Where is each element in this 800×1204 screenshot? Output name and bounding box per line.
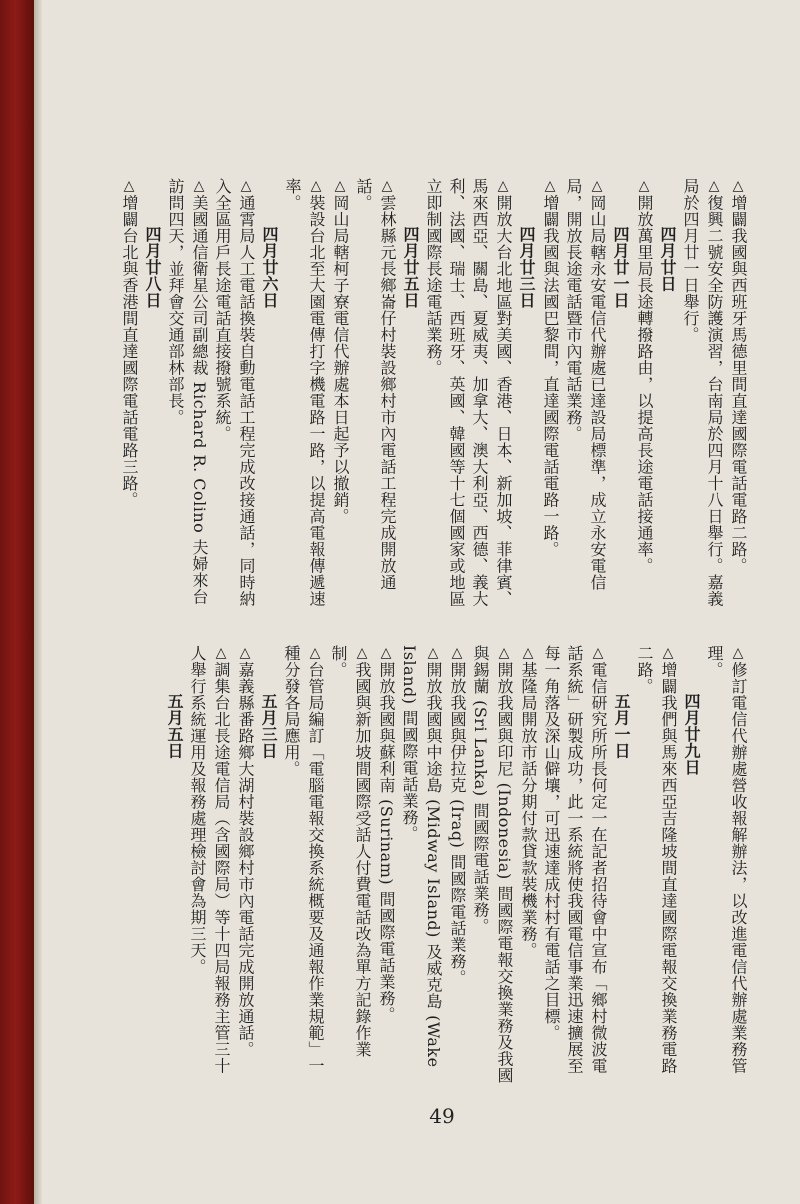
date-heading: 四月廿日	[658, 226, 677, 292]
date-heading: 五月三日	[259, 693, 278, 759]
chronicle-entry	[327, 645, 374, 1085]
chronicle-entry	[540, 645, 610, 1085]
triangle-marker-icon: △	[730, 645, 746, 662]
date-heading: 四月廿三日	[517, 226, 536, 309]
date-heading: 四月廿六日	[260, 226, 279, 309]
chronicle-entry	[726, 178, 750, 610]
date-heading: 四月廿一日	[611, 226, 630, 309]
entry-text: 美國通信衛星公司副總裁 Richard R. Colino 夫婦來台訪問四天，並拜會交通部林部長。	[166, 178, 209, 605]
triangle-marker-icon: △	[542, 178, 558, 195]
date-heading: 四月廿八日	[143, 226, 162, 309]
chronicle-entry	[398, 645, 445, 1085]
triangle-marker-icon: △	[449, 645, 465, 662]
chronicle-entry	[233, 645, 257, 1085]
chronicle-entry	[352, 178, 399, 610]
entry-text: 雲林縣元長鄉崙仔村裝設鄉村市內電話工程完成開放通話。	[354, 178, 397, 591]
chronicle-entry	[280, 645, 327, 1085]
entry-text: 開放萬里局長途轉撥路由，以提高長途電話接通率。	[635, 194, 654, 574]
entry-text: 調集台北長途電信局（含國際局）等十四局報務主管三十人舉行系統運用及報務處理檢討會為期三天。	[188, 645, 231, 1074]
triangle-marker-icon: △	[191, 178, 207, 195]
triangle-marker-icon: △	[636, 178, 652, 195]
book-page	[42, 0, 800, 1204]
triangle-marker-icon: △	[590, 645, 606, 662]
triangle-marker-icon: △	[308, 178, 324, 195]
triangle-marker-icon: △	[520, 645, 536, 662]
entry-text: 我國與新加坡間國際受話人付費電話改為單方記錄作業制。	[329, 645, 372, 1058]
entry-text: 修訂電信代辦處營收報解辦法，以改進電信代辦處業務管理。	[705, 645, 748, 1074]
entry-text: 增闢我們與馬來西亞吉隆坡間直達國際電報交換業務電路二路。	[635, 645, 678, 1074]
date-heading: 四月廿五日	[401, 226, 420, 309]
entry-text: 岡山局轄柯子寮電信代辦處本日起予以撤銷。	[331, 194, 350, 525]
entry-text: 裝設台北至大園電傳打字機電路一路，以提高電報傳遞速率。	[283, 178, 326, 607]
triangle-marker-icon: △	[589, 178, 605, 195]
entry-text: 增闢我國與法國巴黎間，直達國際電話電路一路。	[541, 194, 560, 558]
triangle-marker-icon: △	[706, 178, 722, 195]
chronicle-entry	[328, 178, 352, 610]
chronicle-entry	[211, 178, 258, 610]
chronicle-entry	[164, 178, 211, 610]
entry-text: 台管局編訂「電腦電報交換系統概要及通報作業規範」一種分發各局應用。	[282, 645, 325, 1074]
triangle-marker-icon: △	[354, 645, 370, 662]
chronicle-entry	[281, 178, 328, 610]
date-heading: 五月五日	[165, 693, 184, 759]
upper-text-column	[100, 178, 750, 610]
entry-text: 開放我國與伊拉克 (Iraq) 間國際電話業務。	[448, 661, 467, 986]
triangle-marker-icon: △	[495, 178, 511, 195]
chronicle-entry	[469, 645, 516, 1085]
entry-text: 岡山局轄永安電信代辦處已達設局標準，成立永安電信局，開放長途電話暨市內電話業務。	[564, 178, 607, 591]
page-number: 49	[429, 1104, 455, 1128]
triangle-marker-icon: △	[213, 645, 229, 662]
page-stack-edge	[34, 0, 42, 1204]
entry-text: 開放大台北地區對美國、香港、日本、新加坡、菲律賓、馬來西亞、關島、夏威夷、加拿大、澳大利亞、西德、義大利、法國、瑞士、西班牙、英國、韓國等十七個國家或地區立即制國際長途電話業務。	[424, 178, 513, 607]
entry-text: 開放我國與蘇利南 (Surinam) 間國際電話業務。	[377, 661, 396, 1023]
chronicle-entry	[516, 645, 540, 1085]
triangle-marker-icon: △	[121, 178, 137, 195]
triangle-marker-icon: △	[379, 178, 395, 195]
chronicle-entry	[632, 178, 656, 610]
triangle-marker-icon: △	[660, 645, 676, 662]
lower-text-column	[100, 645, 750, 1085]
chronicle-entry	[445, 645, 469, 1085]
triangle-marker-icon: △	[238, 178, 254, 195]
triangle-marker-icon: △	[332, 178, 348, 195]
chronicle-entry	[633, 645, 680, 1085]
chronicle-entry	[422, 178, 515, 610]
book-spine	[0, 0, 34, 1204]
entry-text: 開放我國與中途島 (Midway Island) 及威克島 (Wake Island) 間國際電話業務。	[400, 645, 443, 1068]
entry-text: 嘉義縣番路鄉大湖村裝設鄉村市內電話完成開放通話。	[236, 661, 255, 1058]
entry-text: 開放我國與印尼 (Indonesia) 間國際電報交換業務及我國與錫蘭 (Sri Lanka) 間國際電話業務。	[471, 645, 514, 1084]
chronicle-entry	[679, 178, 726, 610]
triangle-marker-icon: △	[307, 645, 323, 662]
chronicle-entry	[562, 178, 609, 610]
entry-text: 增闢我國與西班牙馬德里間直達國際電話電路二路。	[729, 194, 748, 574]
chronicle-entry	[186, 645, 233, 1085]
triangle-marker-icon: △	[378, 645, 394, 662]
chronicle-entry	[117, 178, 141, 610]
entry-text: 通霄局人工電話換裝自動電話工程完成改接通話，同時納入全區用戶長途電話直接撥號系統。	[213, 178, 256, 607]
chronicle-entry	[538, 178, 562, 610]
entry-text: 復興二號安全防護演習，台南局於四月十八日舉行。嘉義局於四月廿一日舉行。	[681, 178, 724, 607]
date-heading: 四月廿九日	[682, 693, 701, 776]
triangle-marker-icon: △	[237, 645, 253, 662]
triangle-marker-icon: △	[425, 645, 441, 662]
chronicle-entry	[374, 645, 398, 1085]
chronicle-entry	[703, 645, 750, 1085]
entry-text: 基隆局開放市話分期付款貸款裝機業務。	[519, 661, 538, 959]
triangle-marker-icon: △	[730, 178, 746, 195]
date-heading: 五月一日	[612, 693, 631, 759]
entry-text: 電信研究所所長何定一在記者招待會中宣布「鄉村微波電話系統」研製成功，此一系統將使我國電信事業迅速擴展至每一角落及深山僻壤，可迅速達成村村有電話之目標。	[542, 645, 608, 1074]
entry-text: 增闢台北與香港間直達國際電話電路三路。	[120, 194, 139, 508]
triangle-marker-icon: △	[496, 645, 512, 662]
